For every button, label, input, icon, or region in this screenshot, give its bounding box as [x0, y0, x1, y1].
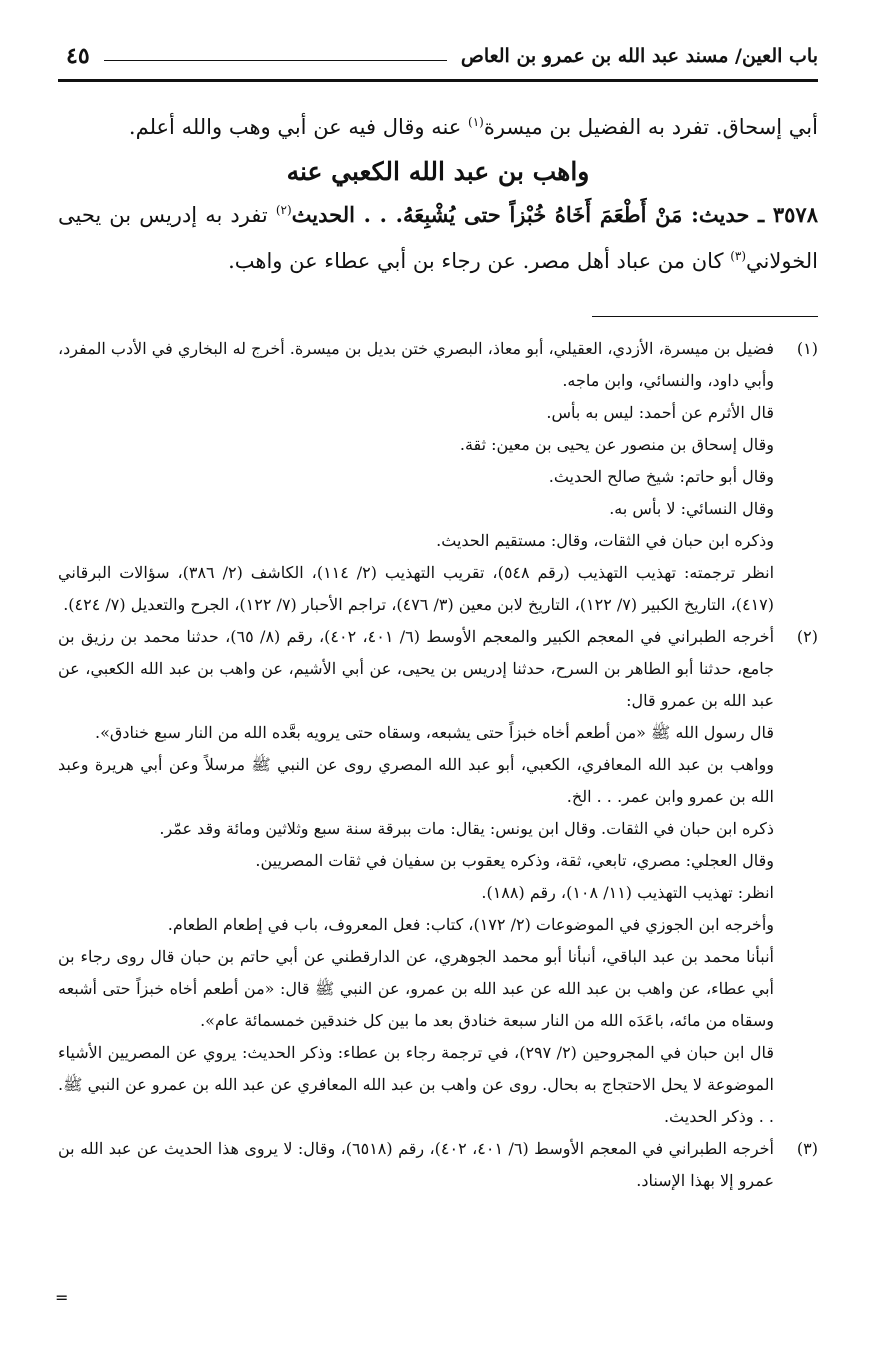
footnote-body [58, 333, 774, 621]
footnote-line: وقال النسائي: لا بأس به. [609, 499, 774, 518]
footnote-1 [58, 333, 818, 621]
hadith-note: تفرد به إدريس بن يحيى الخولاني [58, 203, 818, 273]
footnote-3 [58, 1133, 818, 1197]
intro-paragraph [58, 104, 818, 150]
hadith-number: ٣٥٧٨ ـ حديث: [691, 202, 818, 227]
header-leader-line [104, 60, 447, 61]
section-heading: واهب بن عبد الله الكعبي عنه [286, 157, 590, 186]
footnote-line: قال رسول الله ﷺ «من أطعم أخاه خبزاً حتى يشبعه، وسقاه حتى يرويه بعَّده الله من النار سبع خنادق». [95, 723, 774, 742]
footnote-line: وواهب بن عبد الله المعافري، الكعبي، أبو عبد الله المصري روى عن النبي ﷺ مرسلاً وعن أبي هريرة وعبد الله بن عمرو وابن عمر. . . الخ. [58, 755, 774, 806]
header-title: باب العين/ مسند عبد الله بن عمرو بن العاص [460, 45, 818, 67]
main-text [58, 104, 818, 284]
footnote-line: ذكره ابن حبان في الثقات. وقال ابن يونس: يقال: مات ببرقة سنة سبع وثلاثين ومائة وقد عمّر. [159, 819, 774, 838]
footnote-line: قال ابن حبان في المجروحين (٢/ ٢٩٧)، في ترجمة رجاء بن عطاء: وذكر الحديث: يروي عن المصريين الأشياء الموضوعة لا يحل الاحتجاج به بحال. روى عن واهب بن عبد الله المعافري عن عبد الله بن عمرو عن النبي ﷺ. . . وذكر الحديث. [58, 1043, 775, 1126]
footnote-body [58, 1133, 774, 1197]
footnote-line: وقال أبو حاتم: شيخ صالح الحديث. [548, 467, 774, 486]
continuation-marker: = [55, 1288, 69, 1307]
footnote-ref-3[interactable]: (٣) [730, 249, 747, 263]
footnote-2 [58, 621, 818, 1133]
footnote-number: (١) [796, 339, 818, 358]
footnote-number: (٢) [796, 627, 818, 646]
footnote-line: أخرجه الطبراني في المعجم الكبير والمعجم الأوسط (٦/ ٤٠١، ٤٠٢)، رقم (٨/ ٦٥)، حدثنا محمد بن رزيق بن جامع، حدثنا أبو الطاهر بن السرح، حدثنا إدريس بن يحيى، عن أبي الأشيم، عن واهب بن عبد الله الكعبي، عن عبد الله بن عمرو قال: [58, 627, 775, 710]
footnote-separator [592, 316, 818, 317]
footnote-line: انظر ترجمته: تهذيب التهذيب (رقم ٥٤٨)، تقريب التهذيب (٢/ ١١٤)، الكاشف (٢/ ٣٨٦)، سؤالات البرقاني (٤١٧)، التاريخ الكبير (٧/ ١٢٢)، التاريخ لابن معين (٣/ ٤٧٦)، تراجم الأحبار (٧/ ١٢٢)، الجرح والتعديل (٧/ ٤٢٤). [58, 563, 775, 614]
hadith-note-end: كان من عباد أهل مصر. عن رجاء بن أبي عطاء عن واهب. [228, 249, 731, 273]
footnote-line: وقال إسحاق بن منصور عن يحيى بن معين: ثقة. [459, 435, 774, 454]
footnote-line: أنبأنا محمد بن عبد الباقي، أنبأنا أبو محمد الجوهري، عن الدارقطني عن أبي حاتم بن حبان قال روى رجاء بن أبي عطاء، عن واهب بن عبد الله عن عبد الله بن عمرو، عن النبي ﷺ قال: «من أطعم أخاه خبزاً حتى أشبعه وسقاه من مائه، باعَدَه الله من النار سبعة خنادق بعد ما بين كل خندقين خمسمائة عام». [58, 947, 775, 1030]
footnote-line: فضيل بن ميسرة، الأزدي، العقيلي، أبو معاذ، البصري ختن بديل بن ميسرة. أخرج له البخاري في الأدب المفرد، وأبي داود، والنسائي، وابن ماجه. [58, 339, 774, 390]
page [58, 35, 818, 1197]
running-header [58, 35, 818, 77]
footnote-line: أخرجه الطبراني في المعجم الأوسط (٦/ ٤٠١، ٤٠٢)، رقم (٦٥١٨)، وقال: لا يروى هذا الحديث عن عبد الله بن عمرو إلا بهذا الإسناد. [58, 1139, 774, 1190]
footnote-line: وقال العجلي: مصري، تابعي، ثقة، وذكره يعقوب بن سفيان في ثقات المصريين. [255, 851, 774, 870]
hadith-paragraph [58, 192, 818, 284]
footnote-number: (٣) [796, 1139, 818, 1158]
intro-text: أبي إسحاق. تفرد به الفضيل بن ميسرة [483, 115, 818, 139]
footnote-line: وأخرجه ابن الجوزي في الموضوعات (٢/ ١٧٢)، كتاب: فعل المعروف، باب في إطعام الطعام. [167, 915, 774, 934]
header-rule [58, 79, 818, 82]
footnote-ref-2[interactable]: (٢) [275, 203, 292, 217]
footnote-line: وذكره ابن حبان في الثقات، وقال: مستقيم الحديث. [436, 531, 774, 550]
footnote-line: قال الأثرم عن أحمد: ليس به بأس. [546, 403, 774, 422]
footnotes [58, 333, 818, 1197]
page-number: ٤٥ [66, 43, 90, 69]
footnote-ref-1[interactable]: (١) [468, 115, 484, 129]
intro-text-end: عنه وقال فيه عن أبي وهب والله أعلم. [128, 115, 469, 139]
footnote-line: انظر: تهذيب التهذيب (١١/ ١٠٨)، رقم (١٨٨). [481, 883, 774, 902]
footnote-body [58, 621, 774, 1133]
hadith-text: مَنْ أَطْعَمَ أَخَاهُ خُبْزاً حتى يُشْبِعَهُ. . . الحديث [291, 202, 692, 227]
